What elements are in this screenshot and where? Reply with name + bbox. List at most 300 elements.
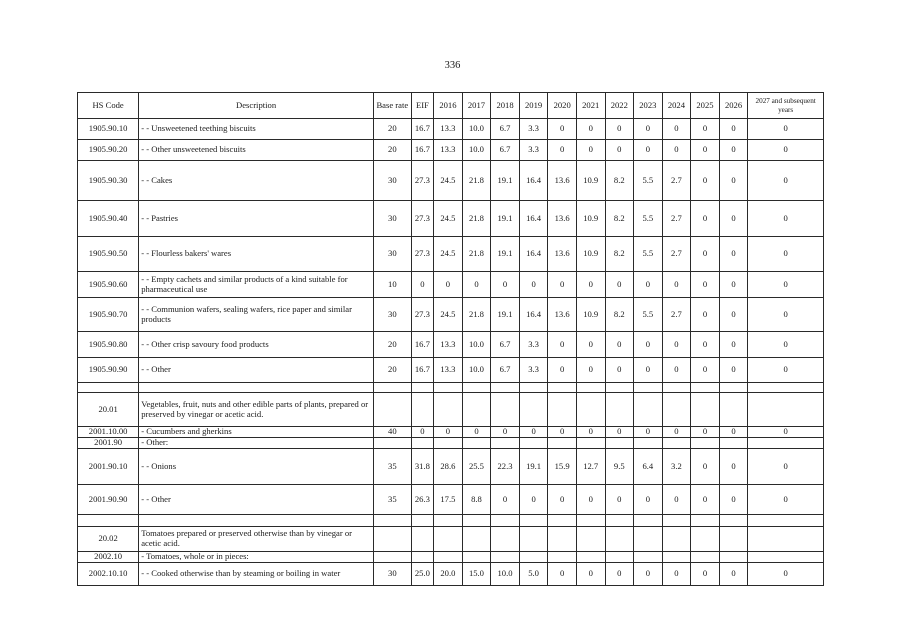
- page-number: 336: [444, 60, 461, 71]
- rate-cell: 0: [662, 272, 691, 298]
- rate-cell: [519, 393, 548, 427]
- rate-cell: [373, 527, 411, 552]
- rate-cell: 0: [719, 161, 748, 201]
- rate-cell: 0: [691, 161, 720, 201]
- rate-cell: [373, 438, 411, 449]
- rate-cell: 24.5: [434, 161, 463, 201]
- rate-cell: 0: [548, 563, 577, 586]
- rate-cell: 0: [691, 563, 720, 586]
- rate-cell: 0: [491, 272, 520, 298]
- rate-cell: 30: [373, 201, 411, 237]
- description-cell: - - Communion wafers, sealing wafers, rice paper and similar products: [139, 298, 374, 332]
- rate-cell: [491, 393, 520, 427]
- table-row: [78, 383, 824, 393]
- rate-cell: 5.5: [634, 201, 663, 237]
- rate-cell: 30: [373, 298, 411, 332]
- rate-cell: 13.3: [434, 119, 463, 140]
- rate-cell: [462, 383, 491, 393]
- rate-cell: 35: [373, 449, 411, 485]
- rate-cell: 0: [691, 485, 720, 515]
- rate-cell: 0: [548, 427, 577, 438]
- rate-cell: 10.9: [576, 201, 605, 237]
- rate-cell: 0: [434, 427, 463, 438]
- rate-cell: [634, 383, 663, 393]
- tariff-schedule-table: [77, 92, 824, 586]
- rate-cell: 0: [719, 485, 748, 515]
- rate-cell: [719, 552, 748, 563]
- rate-cell: 16.4: [519, 237, 548, 272]
- rate-cell: [411, 438, 433, 449]
- rate-cell: 27.3: [411, 161, 433, 201]
- column-header: EIF: [411, 93, 433, 119]
- rate-cell: 0: [748, 272, 824, 298]
- rate-cell: [748, 438, 824, 449]
- rate-cell: 0: [748, 427, 824, 438]
- rate-cell: 0: [719, 563, 748, 586]
- rate-cell: [691, 552, 720, 563]
- rate-cell: 20.0: [434, 563, 463, 586]
- rate-cell: 5.5: [634, 161, 663, 201]
- rate-cell: 0: [662, 485, 691, 515]
- rate-cell: 40: [373, 427, 411, 438]
- rate-cell: [491, 552, 520, 563]
- rate-cell: 0: [719, 332, 748, 358]
- rate-cell: 0: [576, 485, 605, 515]
- rate-cell: [576, 527, 605, 552]
- rate-cell: 0: [691, 358, 720, 383]
- description-cell: - - Pastries: [139, 201, 374, 237]
- column-header: 2016: [434, 93, 463, 119]
- rate-cell: 2.7: [662, 298, 691, 332]
- rate-cell: 27.3: [411, 201, 433, 237]
- rate-cell: 0: [748, 332, 824, 358]
- rate-cell: 25.0: [411, 563, 433, 586]
- table-row: [78, 438, 824, 449]
- rate-cell: [462, 393, 491, 427]
- rate-cell: 0: [691, 201, 720, 237]
- hs-code-cell: [78, 515, 139, 527]
- rate-cell: [748, 515, 824, 527]
- rate-cell: 0: [691, 449, 720, 485]
- table-row: [78, 563, 824, 586]
- rate-cell: 24.5: [434, 237, 463, 272]
- rate-cell: 0: [748, 358, 824, 383]
- rate-cell: 3.3: [519, 119, 548, 140]
- rate-cell: 0: [634, 427, 663, 438]
- rate-cell: [411, 393, 433, 427]
- rate-cell: [434, 438, 463, 449]
- rate-cell: 3.3: [519, 140, 548, 161]
- rate-cell: [373, 383, 411, 393]
- rate-cell: 0: [748, 237, 824, 272]
- rate-cell: [748, 393, 824, 427]
- rate-cell: 19.1: [491, 298, 520, 332]
- rate-cell: 10.9: [576, 161, 605, 201]
- rate-cell: [576, 438, 605, 449]
- description-cell: - - Other unsweetened biscuits: [139, 140, 374, 161]
- rate-cell: 10.0: [462, 332, 491, 358]
- rate-cell: 5.5: [634, 298, 663, 332]
- rate-cell: [634, 393, 663, 427]
- rate-cell: [691, 393, 720, 427]
- rate-cell: 10: [373, 272, 411, 298]
- rate-cell: 0: [462, 272, 491, 298]
- rate-cell: 15.9: [548, 449, 577, 485]
- column-header: 2019: [519, 93, 548, 119]
- rate-cell: 0: [576, 140, 605, 161]
- rate-cell: [719, 393, 748, 427]
- rate-cell: 9.5: [605, 449, 634, 485]
- rate-cell: 16.7: [411, 358, 433, 383]
- rate-cell: 10.0: [462, 358, 491, 383]
- rate-cell: [662, 552, 691, 563]
- rate-cell: 0: [576, 427, 605, 438]
- rate-cell: [373, 515, 411, 527]
- rate-cell: 19.1: [491, 237, 520, 272]
- description-cell: - - Flourless bakers' wares: [139, 237, 374, 272]
- rate-cell: 21.8: [462, 298, 491, 332]
- rate-cell: 16.4: [519, 201, 548, 237]
- rate-cell: 0: [662, 119, 691, 140]
- column-header: 2024: [662, 93, 691, 119]
- rate-cell: [548, 552, 577, 563]
- table-row: [78, 393, 824, 427]
- rate-cell: 0: [519, 272, 548, 298]
- rate-cell: 0: [748, 449, 824, 485]
- rate-cell: 19.1: [491, 201, 520, 237]
- hs-code-cell: 2002.10: [78, 552, 139, 563]
- hs-code-cell: 1905.90.90: [78, 358, 139, 383]
- table-row: [78, 332, 824, 358]
- rate-cell: [548, 383, 577, 393]
- rate-cell: 0: [691, 237, 720, 272]
- rate-cell: 0: [748, 298, 824, 332]
- rate-cell: 0: [411, 427, 433, 438]
- rate-cell: 15.0: [462, 563, 491, 586]
- rate-cell: 21.8: [462, 237, 491, 272]
- rate-cell: [548, 527, 577, 552]
- rate-cell: [434, 515, 463, 527]
- description-cell: - - Other: [139, 358, 374, 383]
- rate-cell: [576, 552, 605, 563]
- rate-cell: [691, 527, 720, 552]
- table-row: [78, 272, 824, 298]
- rate-cell: 8.2: [605, 298, 634, 332]
- description-cell: - Cucumbers and gherkins: [139, 427, 374, 438]
- column-header: 2023: [634, 93, 663, 119]
- rate-cell: 19.1: [491, 161, 520, 201]
- table-row: [78, 449, 824, 485]
- rate-cell: 6.4: [634, 449, 663, 485]
- table-row: [78, 427, 824, 438]
- column-header: 2026: [719, 93, 748, 119]
- rate-cell: 13.6: [548, 161, 577, 201]
- rate-cell: 0: [719, 298, 748, 332]
- rate-cell: 0: [576, 119, 605, 140]
- rate-cell: 5.5: [634, 237, 663, 272]
- column-header: 2025: [691, 93, 720, 119]
- rate-cell: [719, 383, 748, 393]
- hs-code-cell: 1905.90.40: [78, 201, 139, 237]
- rate-cell: 26.3: [411, 485, 433, 515]
- rate-cell: 0: [719, 272, 748, 298]
- rate-cell: [634, 515, 663, 527]
- rate-cell: [373, 393, 411, 427]
- rate-cell: [691, 438, 720, 449]
- column-header: 2020: [548, 93, 577, 119]
- rate-cell: 13.3: [434, 332, 463, 358]
- rate-cell: 0: [576, 332, 605, 358]
- rate-cell: [548, 393, 577, 427]
- rate-cell: 0: [634, 332, 663, 358]
- table-row: [78, 201, 824, 237]
- rate-cell: 0: [605, 358, 634, 383]
- rate-cell: 0: [634, 563, 663, 586]
- rate-cell: [719, 515, 748, 527]
- rate-cell: 20: [373, 140, 411, 161]
- rate-cell: [519, 383, 548, 393]
- rate-cell: 0: [634, 485, 663, 515]
- rate-cell: 6.7: [491, 358, 520, 383]
- rate-cell: 0: [748, 140, 824, 161]
- rate-cell: 8.2: [605, 161, 634, 201]
- rate-cell: 0: [519, 485, 548, 515]
- rate-cell: 0: [576, 358, 605, 383]
- rate-cell: [491, 515, 520, 527]
- rate-cell: [748, 552, 824, 563]
- rate-cell: 0: [519, 427, 548, 438]
- description-cell: - - Empty cachets and similar products of a kind suitable for pharmaceutical use: [139, 272, 374, 298]
- rate-cell: 16.7: [411, 119, 433, 140]
- hs-code-cell: 1905.90.20: [78, 140, 139, 161]
- rate-cell: 0: [605, 272, 634, 298]
- rate-cell: 0: [605, 332, 634, 358]
- rate-cell: 0: [491, 427, 520, 438]
- rate-cell: [748, 527, 824, 552]
- rate-cell: 30: [373, 563, 411, 586]
- rate-cell: [605, 552, 634, 563]
- rate-cell: 28.6: [434, 449, 463, 485]
- rate-cell: 0: [748, 485, 824, 515]
- rate-cell: 0: [719, 201, 748, 237]
- description-cell: - Tomatoes, whole or in pieces:: [139, 552, 374, 563]
- hs-code-cell: 1905.90.80: [78, 332, 139, 358]
- rate-cell: [605, 383, 634, 393]
- rate-cell: 0: [748, 563, 824, 586]
- rate-cell: 0: [605, 427, 634, 438]
- rate-cell: [634, 552, 663, 563]
- rate-cell: 0: [548, 485, 577, 515]
- rate-cell: 8.8: [462, 485, 491, 515]
- rate-cell: 0: [691, 332, 720, 358]
- rate-cell: [605, 527, 634, 552]
- rate-cell: [548, 515, 577, 527]
- rate-cell: 0: [691, 272, 720, 298]
- rate-cell: 0: [576, 272, 605, 298]
- rate-cell: [373, 552, 411, 563]
- rate-cell: [691, 515, 720, 527]
- hs-code-cell: 20.01: [78, 393, 139, 427]
- rate-cell: [634, 527, 663, 552]
- hs-code-cell: 1905.90.50: [78, 237, 139, 272]
- description-cell: [139, 515, 374, 527]
- rate-cell: [605, 515, 634, 527]
- rate-cell: 0: [548, 119, 577, 140]
- rate-cell: 16.7: [411, 140, 433, 161]
- rate-cell: 0: [605, 485, 634, 515]
- rate-cell: 0: [748, 201, 824, 237]
- rate-cell: 0: [634, 140, 663, 161]
- rate-cell: 0: [719, 449, 748, 485]
- rate-cell: 6.7: [491, 140, 520, 161]
- rate-cell: 0: [691, 119, 720, 140]
- rate-cell: 0: [548, 140, 577, 161]
- rate-cell: 0: [434, 272, 463, 298]
- rate-cell: 0: [462, 427, 491, 438]
- rate-cell: 2.7: [662, 237, 691, 272]
- rate-cell: [519, 527, 548, 552]
- rate-cell: [576, 383, 605, 393]
- hs-code-cell: 1905.90.30: [78, 161, 139, 201]
- rate-cell: 3.3: [519, 332, 548, 358]
- rate-cell: 2.7: [662, 161, 691, 201]
- rate-cell: 0: [719, 358, 748, 383]
- rate-cell: [605, 438, 634, 449]
- column-header: 2022: [605, 93, 634, 119]
- rate-cell: 27.3: [411, 237, 433, 272]
- description-cell: - Other:: [139, 438, 374, 449]
- rate-cell: [605, 393, 634, 427]
- rate-cell: [576, 515, 605, 527]
- rate-cell: 0: [719, 119, 748, 140]
- rate-cell: 13.3: [434, 140, 463, 161]
- rate-cell: 0: [691, 427, 720, 438]
- rate-cell: [519, 515, 548, 527]
- rate-cell: 13.6: [548, 237, 577, 272]
- rate-cell: 3.3: [519, 358, 548, 383]
- rate-cell: [662, 393, 691, 427]
- hs-code-cell: 1905.90.10: [78, 119, 139, 140]
- hs-code-cell: 2001.90: [78, 438, 139, 449]
- rate-cell: 5.0: [519, 563, 548, 586]
- rate-cell: 30: [373, 237, 411, 272]
- rate-cell: 0: [634, 119, 663, 140]
- table-row: [78, 358, 824, 383]
- header-row: [78, 93, 824, 119]
- table-row: [78, 298, 824, 332]
- rate-cell: 0: [662, 563, 691, 586]
- rate-cell: [662, 527, 691, 552]
- description-cell: - - Other crisp savoury food products: [139, 332, 374, 358]
- rate-cell: 10.9: [576, 237, 605, 272]
- rate-cell: 0: [634, 358, 663, 383]
- hs-code-cell: 1905.90.70: [78, 298, 139, 332]
- rate-cell: 0: [491, 485, 520, 515]
- rate-cell: 0: [662, 427, 691, 438]
- column-header: Description: [139, 93, 374, 119]
- rate-cell: 0: [662, 358, 691, 383]
- rate-cell: 0: [605, 140, 634, 161]
- rate-cell: 19.1: [519, 449, 548, 485]
- rate-cell: 0: [411, 272, 433, 298]
- description-cell: - - Onions: [139, 449, 374, 485]
- rate-cell: 3.2: [662, 449, 691, 485]
- rate-cell: [491, 527, 520, 552]
- rate-cell: [662, 383, 691, 393]
- description-cell: Vegetables, fruit, nuts and other edible parts of plants, prepared or preserved by vinegar or acetic acid.: [139, 393, 374, 427]
- table-row: [78, 485, 824, 515]
- rate-cell: 21.8: [462, 201, 491, 237]
- rate-cell: 12.7: [576, 449, 605, 485]
- rate-cell: [519, 552, 548, 563]
- rate-cell: 35: [373, 485, 411, 515]
- rate-cell: 0: [719, 237, 748, 272]
- rate-cell: [434, 527, 463, 552]
- description-cell: - - Other: [139, 485, 374, 515]
- description-cell: - - Unsweetened teething biscuits: [139, 119, 374, 140]
- rate-cell: [411, 552, 433, 563]
- rate-cell: 20: [373, 332, 411, 358]
- table-row: [78, 161, 824, 201]
- rate-cell: [548, 438, 577, 449]
- rate-cell: [434, 393, 463, 427]
- rate-cell: [662, 438, 691, 449]
- rate-cell: [662, 515, 691, 527]
- rate-cell: [691, 383, 720, 393]
- rate-cell: 0: [634, 272, 663, 298]
- table-row: [78, 140, 824, 161]
- rate-cell: [519, 438, 548, 449]
- column-header: 2027 and subsequent years: [748, 93, 824, 119]
- description-cell: - - Cakes: [139, 161, 374, 201]
- rate-cell: 25.5: [462, 449, 491, 485]
- rate-cell: 10.9: [576, 298, 605, 332]
- rate-cell: 16.4: [519, 161, 548, 201]
- rate-cell: 10.0: [462, 140, 491, 161]
- rate-cell: 22.3: [491, 449, 520, 485]
- rate-cell: 0: [691, 140, 720, 161]
- rate-cell: 8.2: [605, 237, 634, 272]
- rate-cell: 24.5: [434, 298, 463, 332]
- rate-cell: [462, 438, 491, 449]
- rate-cell: 0: [719, 140, 748, 161]
- rate-cell: [462, 515, 491, 527]
- rate-cell: 0: [748, 161, 824, 201]
- column-header: 2021: [576, 93, 605, 119]
- rate-cell: 13.6: [548, 201, 577, 237]
- description-cell: [139, 383, 374, 393]
- rate-cell: [491, 438, 520, 449]
- rate-cell: [411, 383, 433, 393]
- rate-cell: [576, 393, 605, 427]
- rate-cell: 16.4: [519, 298, 548, 332]
- rate-cell: 10.0: [462, 119, 491, 140]
- table-body: [78, 119, 824, 586]
- rate-cell: 0: [691, 298, 720, 332]
- rate-cell: [434, 552, 463, 563]
- rate-cell: [411, 527, 433, 552]
- rate-cell: 27.3: [411, 298, 433, 332]
- rate-cell: 6.7: [491, 119, 520, 140]
- rate-cell: 0: [662, 140, 691, 161]
- rate-cell: 0: [605, 563, 634, 586]
- hs-code-cell: [78, 383, 139, 393]
- table-row: [78, 515, 824, 527]
- hs-code-cell: 2001.90.10: [78, 449, 139, 485]
- rate-cell: 20: [373, 119, 411, 140]
- rate-cell: 0: [662, 332, 691, 358]
- rate-cell: 31.8: [411, 449, 433, 485]
